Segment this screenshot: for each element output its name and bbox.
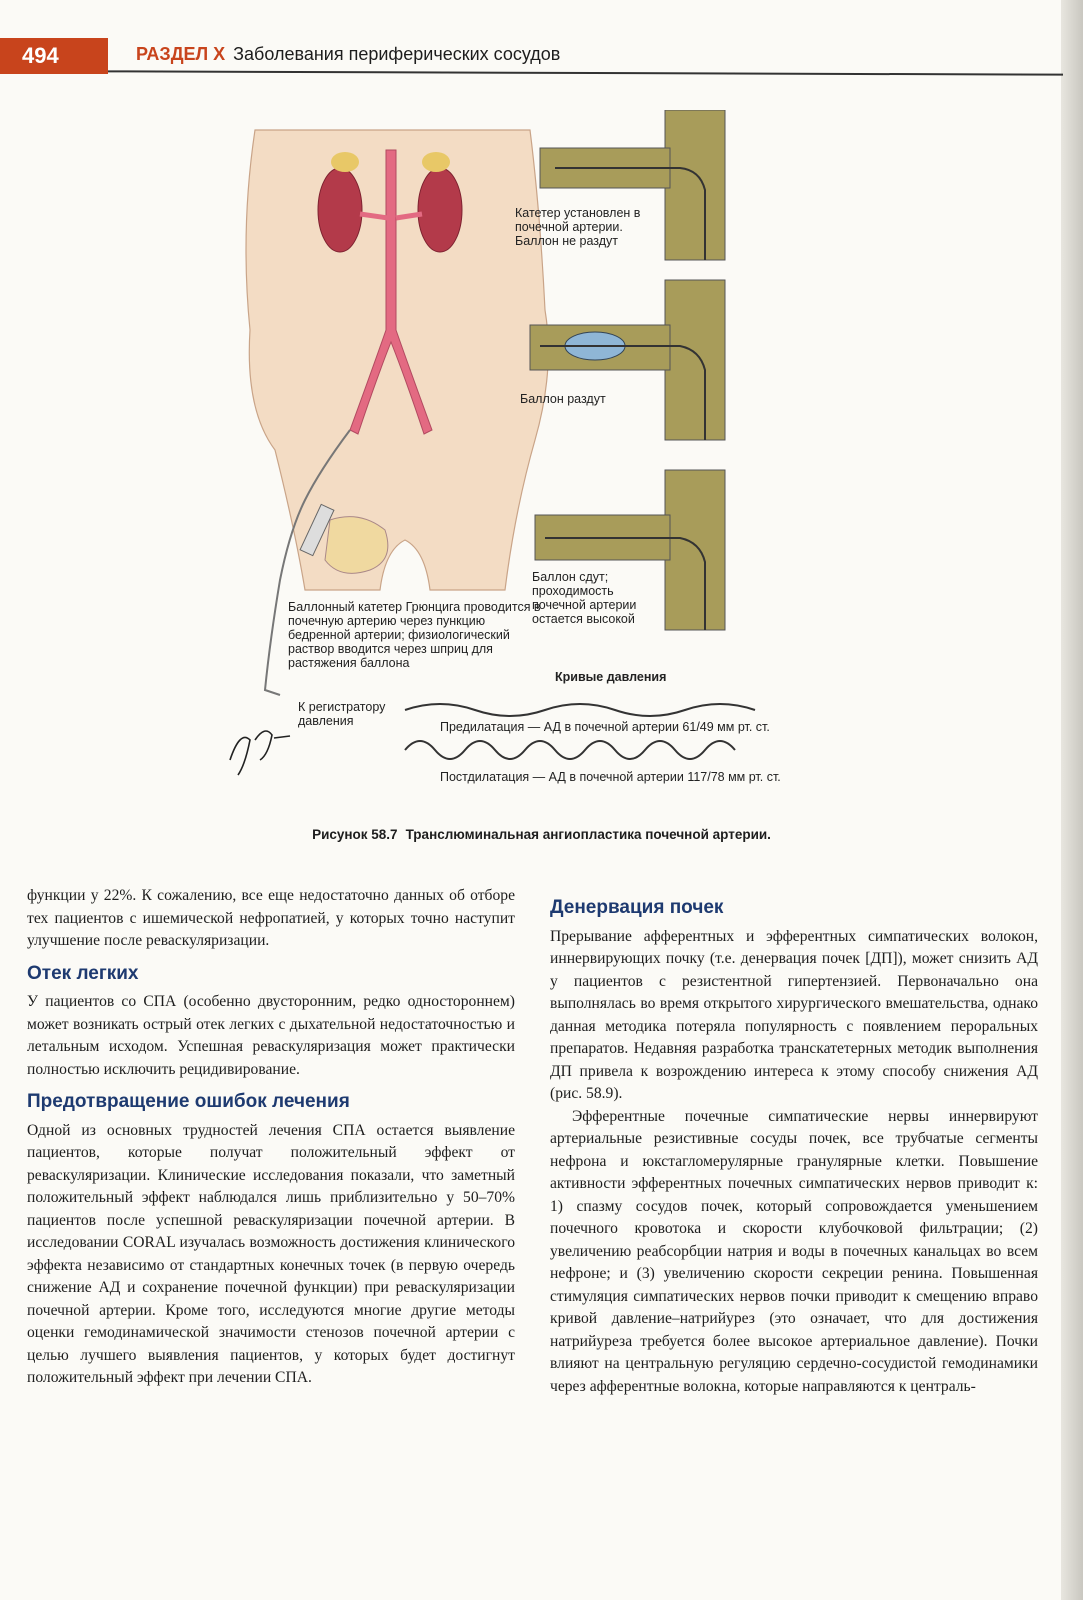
- label-catheter: Баллонный катетер Грюнцига проводится в почечную артерию через пункцию бедренной артерии; физиологический раствор вводится через шприц для растяжения баллона: [288, 600, 541, 670]
- heading-pulmonary-edema: Отек легких: [27, 962, 139, 984]
- hand-drawing: [325, 517, 388, 574]
- postdilation-curve: [405, 741, 735, 759]
- heading-renal-denervation: Денервация почек: [550, 897, 724, 918]
- paragraph-denervation-1: Прерывание афферентных и эфферентных симпатических волокон, иннервирующих почку (т.е. денервация почек [ДП]), может снизить АД у пациентов с резистентной гипертензией. Первоначально она выполнялась во время открытого хирургического вмешательства, однако данная методика потеряла популярность с появлением пероральных препаратов. Недавняя разработка транскатетерных методик выполнения ДП привела к возрождению интереса к этому способу снижения АД (рис. 58.9).: [550, 927, 1038, 1102]
- running-header: [136, 44, 560, 65]
- left-kidney-drawing: [318, 168, 362, 252]
- label-recorder: К регистратору давления: [298, 700, 386, 728]
- heading-treatment-errors: Предотвращение ошибок лечения: [27, 1091, 350, 1112]
- paragraph-denervation-2: Эфферентные почечные симпатические нервы иннервируют артериальные резистивные сосуды почек, все трубчатые сегменты нефрона и юкстагломерулярные гранулярные клетки. Повышение активности эфферентных почечных симпатических нервов приводит к: 1) спазму сосудов почек, который сопровождается уменьшением почечного кровотока и скорости клубочковой фильтрации; (2) увеличению реабсорбции натрия и воды в почечных канальцах во всем нефроне; и (3) увеличению скорости секреции ренина. Повышенная стимуляция симпатических нервов почки приводит к смещению вправо кривой давление–натрийурез (это означает, что для достижения натрийуреза требуется более высокое артериальное давление). Почки влияют на центральную регуляцию сердечно-сосудистой гемодинамики через афферентные волокна, которые направляются к централь-: [550, 1107, 1038, 1395]
- caption-title: Транслюминальная ангиопластика почечной артерии.: [405, 827, 771, 842]
- section-title: Заболевания периферических сосудов: [233, 44, 561, 64]
- angioplasty-figure: [210, 110, 890, 810]
- right-kidney-drawing: [418, 168, 462, 252]
- signature-mark: [230, 731, 290, 775]
- caption-number: Рисунок 58.7: [312, 827, 398, 842]
- left-column: [27, 885, 515, 1390]
- predilation-curve: [405, 704, 755, 716]
- paragraph-pulmonary-edema: У пациентов со СПА (особенно двусторонним, редко одностороннем) может возникать острый отек легких с дыхательной недостаточностью и летальным исходом. Успешная реваскуляризация может практически полностью исключить рецидивирование.: [27, 993, 515, 1078]
- section-label: РАЗДЕЛ X: [136, 44, 226, 64]
- vessel-panel-2: [530, 280, 725, 440]
- page-number: 494: [0, 38, 108, 74]
- right-adrenal-drawing: [422, 152, 450, 172]
- label-step2: Баллон раздут: [520, 392, 606, 406]
- figure-caption: [0, 827, 1083, 842]
- page-edge-shadow: [1061, 0, 1083, 1600]
- label-step3: Баллон сдут; проходимость почечной артерии остается высокой: [532, 570, 637, 626]
- right-column: [550, 885, 1038, 1398]
- torso-drawing: [246, 130, 548, 590]
- label-predilation: Предилатация — АД в почечной артерии 61/49 мм рт. ст.: [440, 720, 770, 734]
- label-step1: Катетер установлен в почечной артерии. Баллон не раздут: [515, 206, 641, 248]
- label-curves-title: Кривые давления: [555, 670, 667, 684]
- paragraph-treatment-errors: Одной из основных трудностей лечения СПА остается выявление пациентов, которые получат положительный эффект от реваскуляризации. Клинические исследования показали, что заметный положительный эффект наблюдался лишь приблизительно у 50–70% пациентов после успешной реваскуляризации почечной артерии. В исследовании CORAL изучалась возможность достижения клинического эффекта независимо от стандартных конечных точек (в первую очередь снижение АД и сохранение почечной функции) при реваскуляризации почечной артерии. Кроме того, исследуются многие другие методы оценки гемодинамической значимости стенозов почечной артерии с целью лучшего выявления пациентов, у которых будет достигнут положительный эффект при лечении СПА.: [27, 1121, 515, 1386]
- left-adrenal-drawing: [331, 152, 359, 172]
- left-intro-paragraph: функции у 22%. К сожалению, все еще недостаточно данных об отборе тех пациентов с ишемической нефропатией, у которых точно наступит улучшение после реваскуляризации.: [27, 887, 515, 949]
- label-postdilation: Постдилатация — АД в почечной артерии 117/78 мм рт. ст.: [440, 770, 781, 784]
- header-rule: [108, 70, 1063, 75]
